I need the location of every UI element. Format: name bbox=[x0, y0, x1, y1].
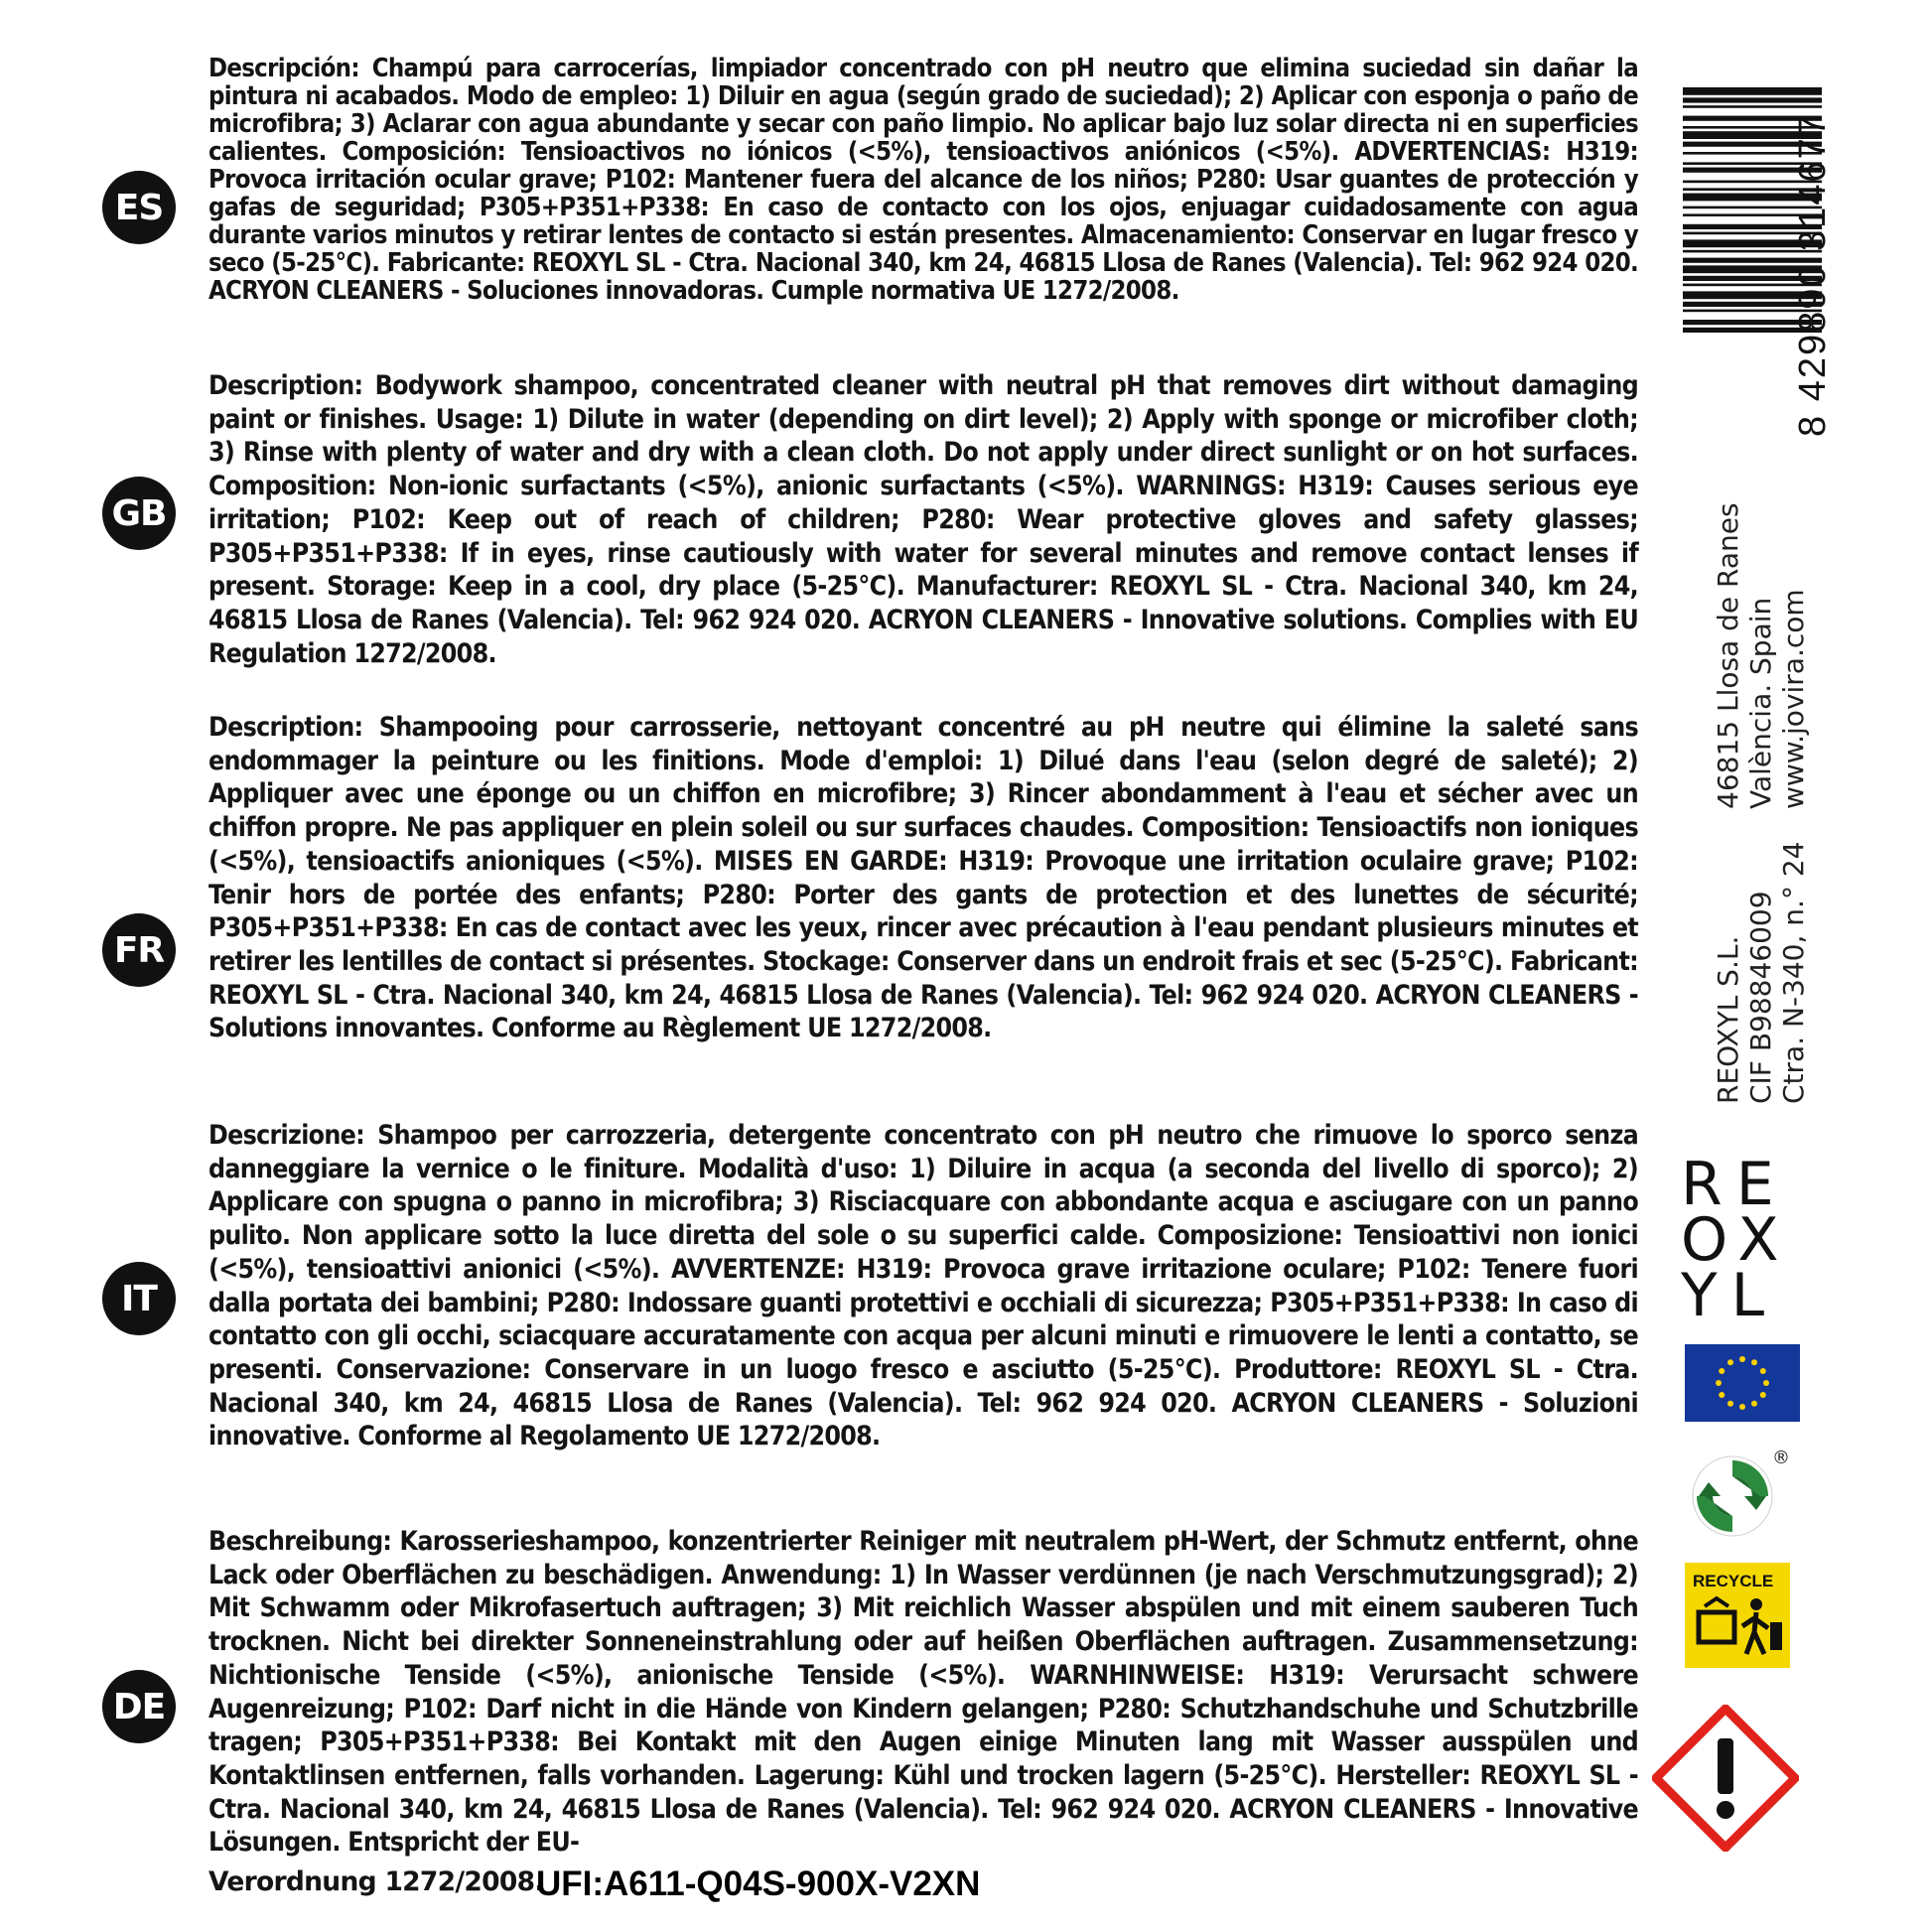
description-gb: Description: Bodywork shampoo, concentrated cleaner with neutral pH that removes dirt without damaging paint or finishes. Usage: 1) Dilute in water (depending on dirt level); 2) Apply with sponge or microfiber cloth; 3) Rinse with plenty of water and dry with a clean cloth. Do not apply under direct sunlight or on hot surfaces. Composition: Non-ionic surfactants (<5%), anionic surfactants (<5%). WARNINGS: H319: Causes serious eye irritation; P102: Keep out of reach of children; P280: Wear protective gloves and safety glasses; P305+P351+P338: If in eyes, rinse cautiously with water for several minutes and remove contact lenses if present. Storage: Keep in a cool, dry place (5-25°C). Manufacturer: REOXYL SL - Ctra. Nacional 340, km 24, 46815 Llosa de Ranes (Valencia). Tel: 962 924 020. ACRYON CLEANERS - Innovative solutions. Complies with EU Regulation 1272/2008. bbox=[208, 370, 1638, 669]
address-line-3: www.jovira.com bbox=[1777, 589, 1810, 809]
company-cif: CIF B98846009 bbox=[1744, 891, 1777, 1104]
eu-flag-icon bbox=[1685, 1344, 1800, 1422]
company-address: Ctra. N-340, n.° 24 bbox=[1777, 841, 1810, 1104]
language-badge-es: ES bbox=[102, 171, 176, 244]
description-de-tail: Verordnung 1272/2008. bbox=[208, 1866, 544, 1897]
language-badge-gb: GB bbox=[102, 477, 176, 550]
description-fr: Description: Shampooing pour carrosserie, nettoyant concentré au pH neutre qui élimine la saleté sans endommager la peinture ou les finitions. Mode d'emploi: 1) Dilué dans l'eau (selon degré de saleté); 2) Appliquer avec une éponge ou un chiffon en microfibre; 3) Rincer abondamment à l'eau et sécher avec un chiffon propre. Ne pas appliquer en plein soleil ou sur surfaces chaudes. Composition: Tensioactifs non ioniques (<5%), tensioactifs anioniques (<5%). MISES EN GARDE: H319: Provoque une irritation oculaire grave; P102: Tenir hors de portée des enfants; P280: Porter des gants de protection et des lunettes de sécurité; P305+P351+P338: En cas de contact avec les yeux, rincer avec précaution à l'eau pendant plusieurs minutes et retirer les lentilles de contact si présentes. Stockage: Conserver dans un endroit frais et sec (5-25°C). Fabricant: REOXYL SL - Ctra. Nacional 340, km 24, 46815 Llosa de Ranes (Valencia). Tel: 962 924 020. ACRYON CLEANERS - Solutions innovantes. Conforme au Règlement UE 1272/2008. bbox=[208, 712, 1638, 1044]
exclamation-hazard-icon bbox=[1652, 1705, 1799, 1852]
description-it: Descrizione: Shampoo per carrozzeria, detergente concentrato con pH neutro che rimuove lo sporco senza danneggiare la vernice o le finiture. Modalità d'uso: 1) Diluire in acqua (a seconda del livello di sporco); 2) Applicare con spugna o panno in microfibra; 3) Risciacquare con abbondante acqua e asciugare con un panno pulito. Non applicare sotto la luce diretta del sole o su superfici calde. Composizione: Tensioattivi non ionici (<5%), tensioattivi anionici (<5%). AVVERTENZE: H319: Provoca grave irritazione oculare; P102: Tenere fuori dalla portata dei bambini; P280: Indossare guanti protettivi e occhiali di sicurezza; P305+P351+P338: In caso di contatto con gli occhi, sciacquare accuratamente con acqua per alcuni minuti e rimuovere le lenti a contatto, se presenti. Conservazione: Conservare in un luogo fresco e asciutto (5-25°C). Produttore: REOXYL SL - Ctra. Nacional 340, km 24, 46815 Llosa de Ranes (Valencia). Tel: 962 924 020. ACRYON CLEANERS - Soluzioni innovative. Conforme al Regolamento UE 1272/2008. bbox=[208, 1120, 1638, 1452]
address-line-1: 46815 Llosa de Ranes bbox=[1712, 502, 1744, 809]
logo-row-2: OX bbox=[1681, 1205, 1793, 1275]
reoxyl-logo bbox=[1681, 1150, 1805, 1330]
language-badge-it: IT bbox=[102, 1262, 176, 1335]
recycle-bin-icon bbox=[1685, 1563, 1790, 1668]
address-line-2: València. Spain bbox=[1744, 597, 1777, 809]
logo-row-3: YL bbox=[1681, 1261, 1779, 1330]
barcode-digits: 8 429890 314677 bbox=[1792, 113, 1834, 437]
company-name: REOXYL S.L. bbox=[1712, 935, 1744, 1104]
language-badge-fr: FR bbox=[102, 913, 176, 987]
green-dot-recycling-icon bbox=[1691, 1454, 1774, 1538]
logo-row-1: RE bbox=[1681, 1150, 1788, 1219]
language-badge-de: DE bbox=[102, 1670, 176, 1743]
description-es: Descripción: Champú para carrocerías, limpiador concentrado con pH neutro que elimina suciedad sin dañar la pintura ni acabados. Modo de empleo: 1) Diluir en agua (según grado de suciedad); 2) Aplicar con esponja o paño de microfibra; 3) Aclarar con agua abundante y secar con paño limpio. No aplicar bajo luz solar directa ni en superficies calientes. Composición: Tensioactivos no iónicos (<5%), tensioactivos aniónicos (<5%). ADVERTENCIAS: H319: Provoca irritación ocular grave; P102: Mantener fuera del alcance de los niños; P280: Usar guantes de protección y gafas de seguridad; P305+P351+P338: En caso de contacto con los ojos, enjuagar cuidadosamente con agua durante varios minutos y retirar lentes de contacto si están presentes. Almacenamiento: Conservar en lugar fresco y seco (5-25°C). Fabricante: REOXYL SL - Ctra. Nacional 340, km 24, 46815 Llosa de Ranes (Valencia). Tel: 962 924 020. ACRYON CLEANERS - Soluciones innovadoras. Cumple normativa UE 1272/2008. bbox=[208, 54, 1638, 306]
ufi-code: UFI:A611-Q04S-900X-V2XN bbox=[536, 1864, 981, 1903]
registered-mark: ® bbox=[1772, 1448, 1790, 1468]
description-de: Beschreibung: Karosserieshampoo, konzentrierter Reiniger mit neutralem pH-Wert, der Schmutz entfernt, ohne Lack oder Oberflächen zu beschädigen. Anwendung: 1) In Wasser verdünnen (je nach Verschmutzungsgrad); 2) Mit Schwamm oder Mikrofasertuch auftragen; 3) Mit reichlich Wasser abspülen und mit einem sauberen Tuch trocknen. Nicht bei direkter Sonneneinstrahlung oder auf heißen Oberflächen auftragen. Zusammensetzung: Nichtionische Tenside (<5%), anionische Tenside (<5%). WARNHINWEISE: H319: Verursacht schwere Augenreizung; P102: Darf nicht in die Hände von Kindern gelangen; P280: Schutzhandschuhe und Schutzbrille tragen; P305+P351+P338: Bei Kontakt mit den Augen einige Minuten lang mit Wasser ausspülen und Kontaktlinsen entfernen, falls vorhanden. Lagerung: Kühl und trocken lagern (5-25°C). Hersteller: REOXYL SL - Ctra. Nacional 340, km 24, 46815 Llosa de Ranes (Valencia). Tel: 962 924 020. ACRYON CLEANERS - Innovative Lösungen. Entspricht der EU- bbox=[208, 1526, 1638, 1859]
svg-text:RECYCLE: RECYCLE bbox=[1693, 1572, 1774, 1590]
